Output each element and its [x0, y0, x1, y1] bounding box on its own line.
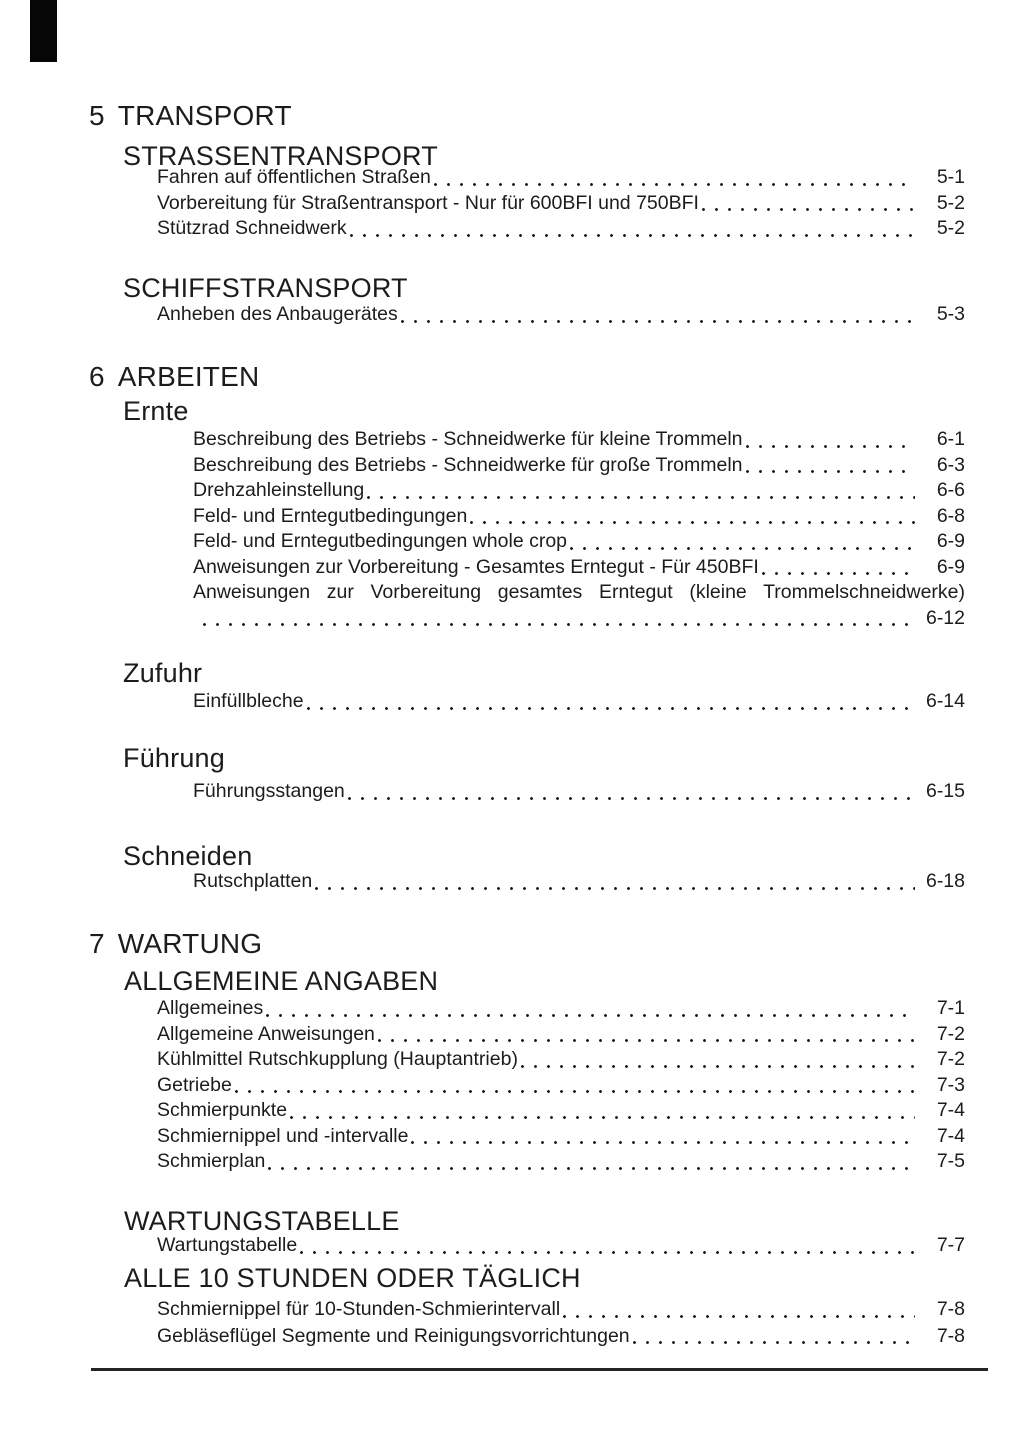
dot-leader [307, 707, 915, 710]
toc-entry [157, 1073, 965, 1099]
dot-leader [470, 521, 915, 524]
dot-leader [570, 547, 915, 550]
toc-entry-continuation [193, 606, 965, 632]
entry-group-strassentransport [157, 165, 965, 242]
toc-entry [193, 869, 965, 895]
dot-leader [203, 623, 915, 626]
toc-entry-title: Beschreibung des Betriebs - Schneidwerke für kleine Trommeln [193, 428, 743, 450]
toc-entry [157, 1323, 965, 1350]
toc-entry [193, 555, 965, 581]
entry-group-ernte [193, 427, 965, 631]
chapter-title: WARTUNG [117, 928, 263, 959]
toc-entry [193, 504, 965, 530]
entry-group-fuehrung [193, 779, 965, 805]
toc-entry-title: Anweisungen zur Vorbereitung gesamtes Erntegut (kleine Trommelschneidwerke) [193, 581, 965, 603]
chapter-number: 7 [89, 928, 105, 959]
toc-entry [193, 529, 965, 555]
dot-leader [434, 183, 915, 186]
toc-entry [157, 1233, 965, 1259]
toc-entry [157, 1022, 965, 1048]
toc-entry [157, 165, 965, 191]
section-heading-allgemeine-angaben: ALLGEMEINE ANGABEN [124, 966, 439, 996]
dot-leader [350, 234, 915, 237]
toc-entry-title: Führungsstangen [193, 780, 345, 802]
entry-group-wartungstabelle [157, 1233, 965, 1259]
toc-entry [157, 302, 965, 328]
page-edge-tab [30, 0, 57, 62]
toc-entry-title: Anweisungen zur Vorbereitung - Gesamtes Erntegut - Für 450BFI [193, 555, 759, 578]
page-number: 5-3 [936, 303, 965, 325]
toc-entry [157, 996, 965, 1022]
page-number: 5-2 [936, 191, 965, 214]
dot-leader [401, 320, 915, 323]
entry-group-alle-10-stunden [157, 1296, 965, 1349]
page-number: 7-8 [936, 1298, 965, 1320]
toc-entry-title: Schmierplan [157, 1150, 266, 1172]
bottom-rule [91, 1368, 988, 1371]
chapter-title: TRANSPORT [117, 100, 292, 131]
toc-entry-title: Feld- und Erntegutbedingungen whole crop [193, 530, 568, 552]
dot-leader [266, 1014, 915, 1017]
toc-entry-title: Rutschplatten [193, 870, 313, 892]
toc-entry-title: Fahren auf öffentlichen Straßen [157, 166, 431, 188]
toc-entry-title: Gebläseflügel Segmente und Reinigungsvorrichtungen [157, 1324, 630, 1347]
chapter-heading-arbeiten [89, 363, 259, 391]
dot-leader [235, 1090, 915, 1093]
dot-leader [348, 797, 915, 800]
dot-leader [702, 208, 915, 211]
dot-leader [315, 887, 915, 890]
dot-leader [367, 496, 915, 499]
toc-entry [193, 478, 965, 504]
dot-leader [563, 1315, 915, 1318]
page-number: 6-9 [936, 530, 965, 552]
entry-group-zufuhr [193, 689, 965, 715]
page-number: 7-5 [936, 1150, 965, 1172]
toc-entry [157, 191, 965, 217]
dot-leader [633, 1341, 915, 1344]
page-number: 6-15 [925, 780, 965, 802]
toc-entry-title: Allgemeine Anweisungen [157, 1022, 375, 1045]
toc-entry-title: Schmiernippel für 10-Stunden-Schmierintervall [157, 1298, 561, 1320]
page-number: 6-14 [925, 690, 965, 712]
dot-leader [746, 445, 915, 448]
toc-entry-title: Allgemeines [157, 997, 264, 1019]
entry-group-schneiden [193, 869, 965, 895]
section-heading-wartungstabelle: WARTUNGSTABELLE [124, 1206, 400, 1236]
page-number: 7-2 [936, 1048, 965, 1070]
toc-entry-title: Feld- und Erntegutbedingungen [193, 504, 468, 527]
chapter-title: ARBEITEN [117, 361, 260, 392]
toc-entry [193, 689, 965, 715]
toc-entry [157, 216, 965, 242]
chapter-number: 5 [89, 100, 105, 131]
toc-entry-title: Schmierpunkte [157, 1099, 288, 1121]
toc-entry [157, 1047, 965, 1073]
toc-entry-title: Drehzahleinstellung [193, 479, 365, 501]
page-number: 6-3 [936, 453, 965, 476]
page-number: 6-1 [936, 428, 965, 450]
page-number: 7-1 [936, 997, 965, 1019]
dot-leader [762, 572, 915, 575]
chapter-heading-transport [89, 102, 292, 130]
section-heading-fuehrung: Führung [123, 743, 225, 773]
page-number: 7-8 [936, 1324, 965, 1347]
page-number: 6-9 [936, 555, 965, 578]
toc-entry-wrapped [193, 580, 965, 631]
section-heading-alle-10-stunden: ALLE 10 STUNDEN ODER TÄGLICH [124, 1263, 581, 1293]
toc-entry-title: Beschreibung des Betriebs - Schneidwerke für große Trommeln [193, 453, 743, 476]
chapter-number: 6 [89, 361, 105, 392]
dot-leader [300, 1251, 915, 1254]
page-number: 6-18 [925, 870, 965, 892]
page-number: 7-7 [936, 1234, 965, 1256]
toc-entry [193, 427, 965, 453]
dot-leader [411, 1141, 915, 1144]
toc-entry-title: Getriebe [157, 1073, 232, 1096]
dot-leader [521, 1065, 915, 1068]
toc-entry [193, 453, 965, 479]
page-number: 5-2 [936, 217, 965, 239]
dot-leader [290, 1116, 915, 1119]
toc-entry-title: Vorbereitung für Straßentransport - Nur für 600BFI und 750BFI [157, 191, 699, 214]
section-heading-strassentransport: STRASSENTRANSPORT [123, 141, 438, 171]
entry-group-allgemeine-angaben [157, 996, 965, 1175]
section-heading-zufuhr: Zufuhr [123, 658, 203, 688]
section-heading-schneiden: Schneiden [123, 841, 253, 871]
section-heading-ernte: Ernte [123, 396, 189, 426]
page-number: 7-3 [936, 1073, 965, 1096]
toc-entry-title: Wartungstabelle [157, 1234, 298, 1256]
chapter-heading-wartung [89, 930, 262, 958]
page-number: 7-4 [936, 1099, 965, 1121]
toc-entry-title: Kühlmittel Rutschkupplung (Hauptantrieb) [157, 1048, 518, 1070]
toc-entry [157, 1098, 965, 1124]
page-number: 7-4 [936, 1124, 965, 1147]
toc-entry-title: Einfüllbleche [193, 690, 304, 712]
page-number: 6-8 [936, 504, 965, 527]
section-heading-schiffstransport: SCHIFFSTRANSPORT [123, 273, 408, 303]
dot-leader [746, 470, 915, 473]
page-number: 7-2 [936, 1022, 965, 1045]
toc-entry-title: Anheben des Anbaugerätes [157, 303, 398, 325]
toc-entry [157, 1296, 965, 1323]
toc-entry [157, 1124, 965, 1150]
dot-leader [268, 1167, 915, 1170]
toc-entry-title: Schmiernippel und -intervalle [157, 1124, 409, 1147]
dot-leader [378, 1039, 915, 1042]
page-number: 5-1 [936, 166, 965, 188]
toc-entry [157, 1149, 965, 1175]
toc-entry-title: Stützrad Schneidwerk [157, 217, 347, 239]
entry-group-schiffstransport [157, 302, 965, 328]
page-number: 6-12 [925, 606, 965, 629]
toc-entry [193, 779, 965, 805]
page-number: 6-6 [936, 479, 965, 501]
